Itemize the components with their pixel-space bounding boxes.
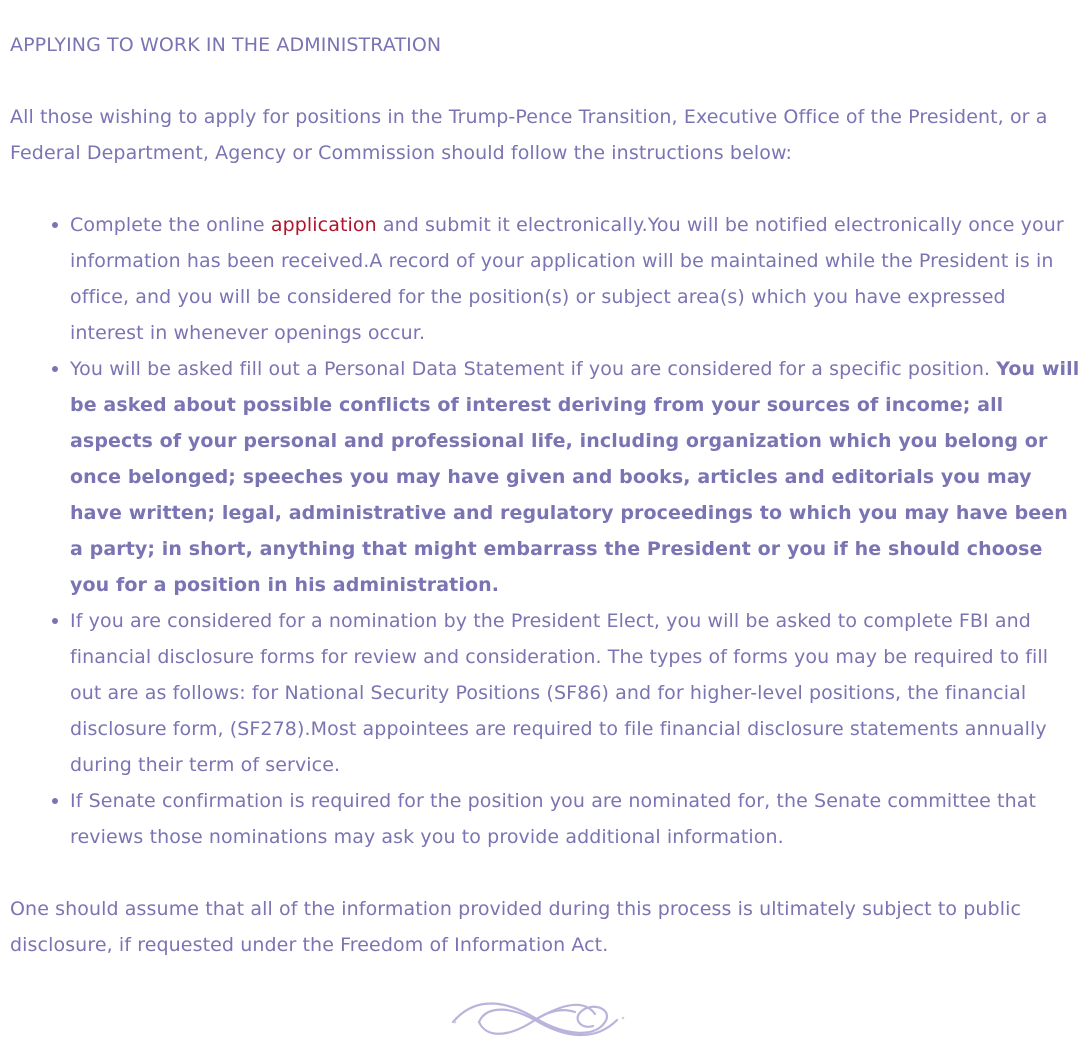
list-item-application [70,207,1080,351]
list-item-senate [70,783,1080,855]
list-item-personal-data [70,351,1080,603]
list-item-text: If you are considered for a nomination by the President Elect, you will be asked to complete FBI and financial disclosure forms for review and consideration. The types of forms you may be required to fill out are as follows: for National Security Positions (SF86) and for higher-level positions, the financial disclosure form, (SF278).Most appointees are required to file financial disclosure statements annually during their term of service. [70,610,1049,776]
list-item-text: If Senate confirmation is required for the position you are nominated for, the Senate committee that reviews those nominations may ask you to provide additional information. [70,790,1037,848]
page-title: APPLYING TO WORK IN THE ADMINISTRATION [10,34,442,56]
instructions-list [10,207,1080,855]
list-item-text: You will be asked fill out a Personal Data Statement if you are considered for a specific position. [70,358,997,380]
closing-paragraph: One should assume that all of the information provided during this process is ultimately subject to public disclosure, if requested under the Freedom of Information Act. [10,898,1022,956]
intro-paragraph: All those wishing to apply for positions in the Trump-Pence Transition, Executive Office of the President, or a Federal Department, Agency or Commission should follow the instructions below: [10,106,1048,164]
conflicts-warning-text: You will be asked about possible conflicts of interest deriving from your sources of income; all aspects of your personal and professional life, including organization which you belong or once belonged; speeches you may have given and books, articles and editorials you may have written; legal, administrative and regulatory proceedings to which you may have been a party; in short, anything that might embarrass the President or you if he should choose you for a position in his administration. [70,358,1080,596]
list-item-nomination [70,603,1080,783]
application-link[interactable]: application [270,214,377,236]
list-item-text: Complete the online [70,214,271,236]
flourish-divider-icon [445,990,625,1050]
list-item-text: and submit it electronically.You will be notified electronically once your information has been received.A record of your application will be maintained while the President is in office, and you will be considered for the position(s) or subject area(s) which you have expressed interest in whenever openings occur. [70,214,1064,344]
